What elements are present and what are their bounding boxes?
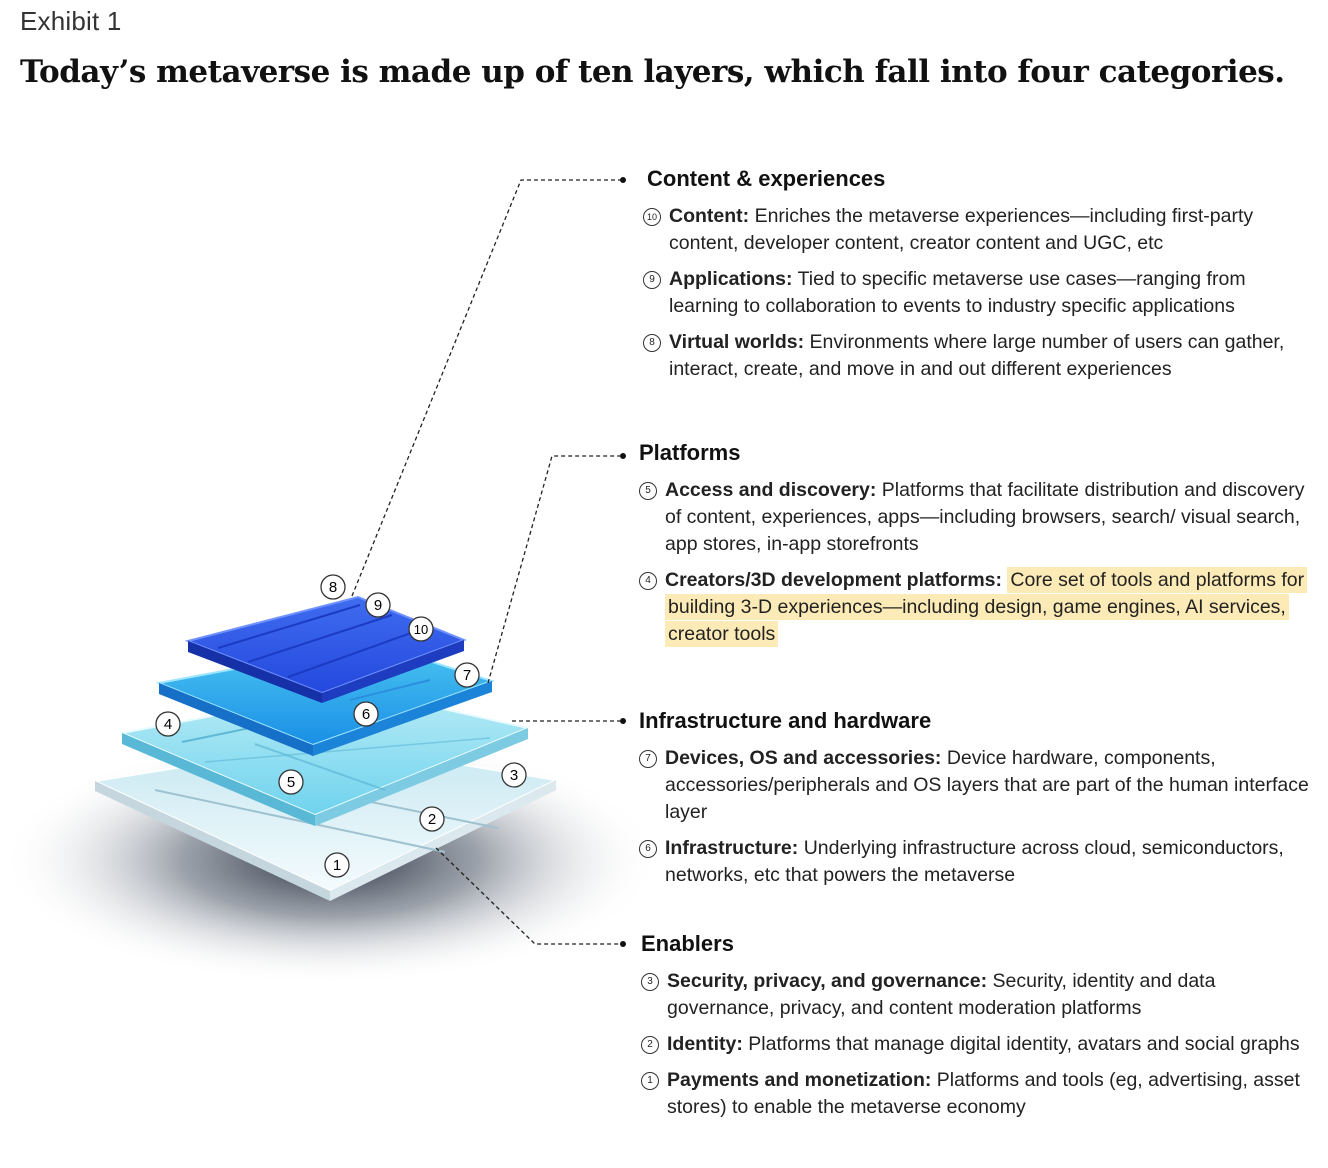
leader-line-platforms — [488, 456, 620, 683]
highlighted-description: Core set of tools and platforms for building 3-D experiences—including design, game engines, AI services, creator tools — [665, 567, 1307, 647]
layer-item-content — [643, 203, 1317, 257]
stack-marker-5 — [279, 770, 303, 794]
layer-description: Underlying infrastructure across cloud, semiconductors, networks, etc that powers the metaverse — [665, 837, 1284, 886]
layer-name: Infrastructure: — [665, 837, 799, 859]
layer-item-devices-os — [639, 745, 1309, 826]
stack-marker-8 — [321, 575, 345, 599]
category-title: Platforms — [639, 440, 741, 465]
layer-item-creators-3d — [639, 567, 1309, 648]
stack-marker-label: 2 — [427, 811, 437, 828]
page-title: Today’s metaverse is made up of ten layers, which fall into four categories. — [20, 54, 1285, 90]
stack-marker-2 — [420, 807, 444, 831]
stack-marker-label: 8 — [328, 579, 338, 596]
layer-description: Platforms that manage digital identity, avatars and social graphs — [748, 1033, 1300, 1055]
stack-marker-label: 4 — [163, 716, 173, 733]
stack-marker-label: 6 — [361, 706, 371, 723]
category-content-experiences — [647, 164, 1317, 383]
layer-description: Environments where large number of users can gather, interact, create, and move in and out different experiences — [669, 331, 1285, 380]
layer-item-virtual-worlds — [643, 329, 1317, 383]
layer-number-badge: 4 — [639, 572, 657, 590]
stack-marker-label: 1 — [332, 857, 342, 874]
category-title: Content & experiences — [647, 166, 886, 191]
stack-marker-9 — [366, 593, 390, 617]
layer-number-badge: 3 — [641, 973, 659, 991]
layer-item-applications — [643, 266, 1317, 320]
stack-marker-label: 5 — [286, 774, 296, 791]
layer-description: Device hardware, components, accessories/peripherals and OS layers that are part of the human interface layer — [665, 747, 1309, 823]
leader-line-content — [352, 180, 620, 596]
stack-marker-6 — [354, 702, 378, 726]
layer-number-badge: 1 — [641, 1072, 659, 1090]
layer-name: Devices, OS and accessories: — [665, 747, 942, 769]
stack-marker-label: 10 — [413, 622, 429, 637]
leader-dot-platforms — [620, 453, 626, 459]
category-title: Infrastructure and hardware — [639, 708, 932, 733]
stack-marker-1 — [325, 853, 349, 877]
layer-number-badge: 2 — [641, 1036, 659, 1054]
layer-number-badge: 7 — [639, 750, 657, 768]
layer-description: Enriches the metaverse experiences—including first-party content, developer content, creator content and UGC, etc — [669, 205, 1254, 254]
stack-marker-7 — [455, 663, 479, 687]
layer-item-security-privacy — [641, 968, 1311, 1022]
layer-item-identity — [641, 1031, 1311, 1058]
layer-description: Security, identity and data governance, privacy, and content moderation platforms — [667, 970, 1216, 1019]
layer-number-badge: 10 — [643, 208, 661, 226]
stack-marker-label: 3 — [509, 767, 519, 784]
category-infrastructure-hardware — [639, 706, 1309, 889]
layer-name: Virtual worlds: — [669, 331, 805, 353]
layer-name: Applications: — [669, 268, 793, 290]
layer-number-badge: 5 — [639, 482, 657, 500]
layer-item-access-discovery — [639, 477, 1309, 558]
category-title: Enablers — [641, 931, 734, 956]
category-platforms — [639, 438, 1309, 648]
layer-description: Tied to specific metaverse use cases—ranging from learning to collaboration to events to industry specific applications — [669, 268, 1246, 317]
layer-item-payments — [641, 1067, 1311, 1121]
layer-description: Platforms that facilitate distribution and discovery of content, experiences, apps—including browsers, search/ visual search, app stores, in-app storefronts — [665, 479, 1305, 555]
layer-name: Access and discovery: — [665, 479, 877, 501]
layer-number-badge: 8 — [643, 334, 661, 352]
layer-number-badge: 6 — [639, 840, 657, 858]
leader-dot-content — [620, 177, 626, 183]
layer-name: Content: — [669, 205, 750, 227]
leader-dot-enablers — [620, 941, 626, 947]
leader-dot-infrastructure — [620, 718, 626, 724]
layer-name: Security, privacy, and governance: — [667, 970, 988, 992]
layer-name: Payments and monetization: — [667, 1069, 932, 1091]
exhibit-label: Exhibit 1 — [20, 6, 122, 36]
layer-name: Creators/3D development platforms: — [665, 569, 1002, 591]
layer-item-infrastructure — [639, 835, 1309, 889]
stack-marker-10 — [409, 617, 433, 641]
layer-number-badge: 9 — [643, 271, 661, 289]
stack-marker-label: 9 — [373, 597, 383, 614]
category-enablers — [641, 929, 1311, 1121]
stack-marker-4 — [156, 712, 180, 736]
layer-description: Platforms and tools (eg, advertising, asset stores) to enable the metaverse economy — [667, 1069, 1300, 1118]
stack-marker-label: 7 — [462, 667, 472, 684]
layer-name: Identity: — [667, 1033, 743, 1055]
stack-marker-3 — [502, 763, 526, 787]
